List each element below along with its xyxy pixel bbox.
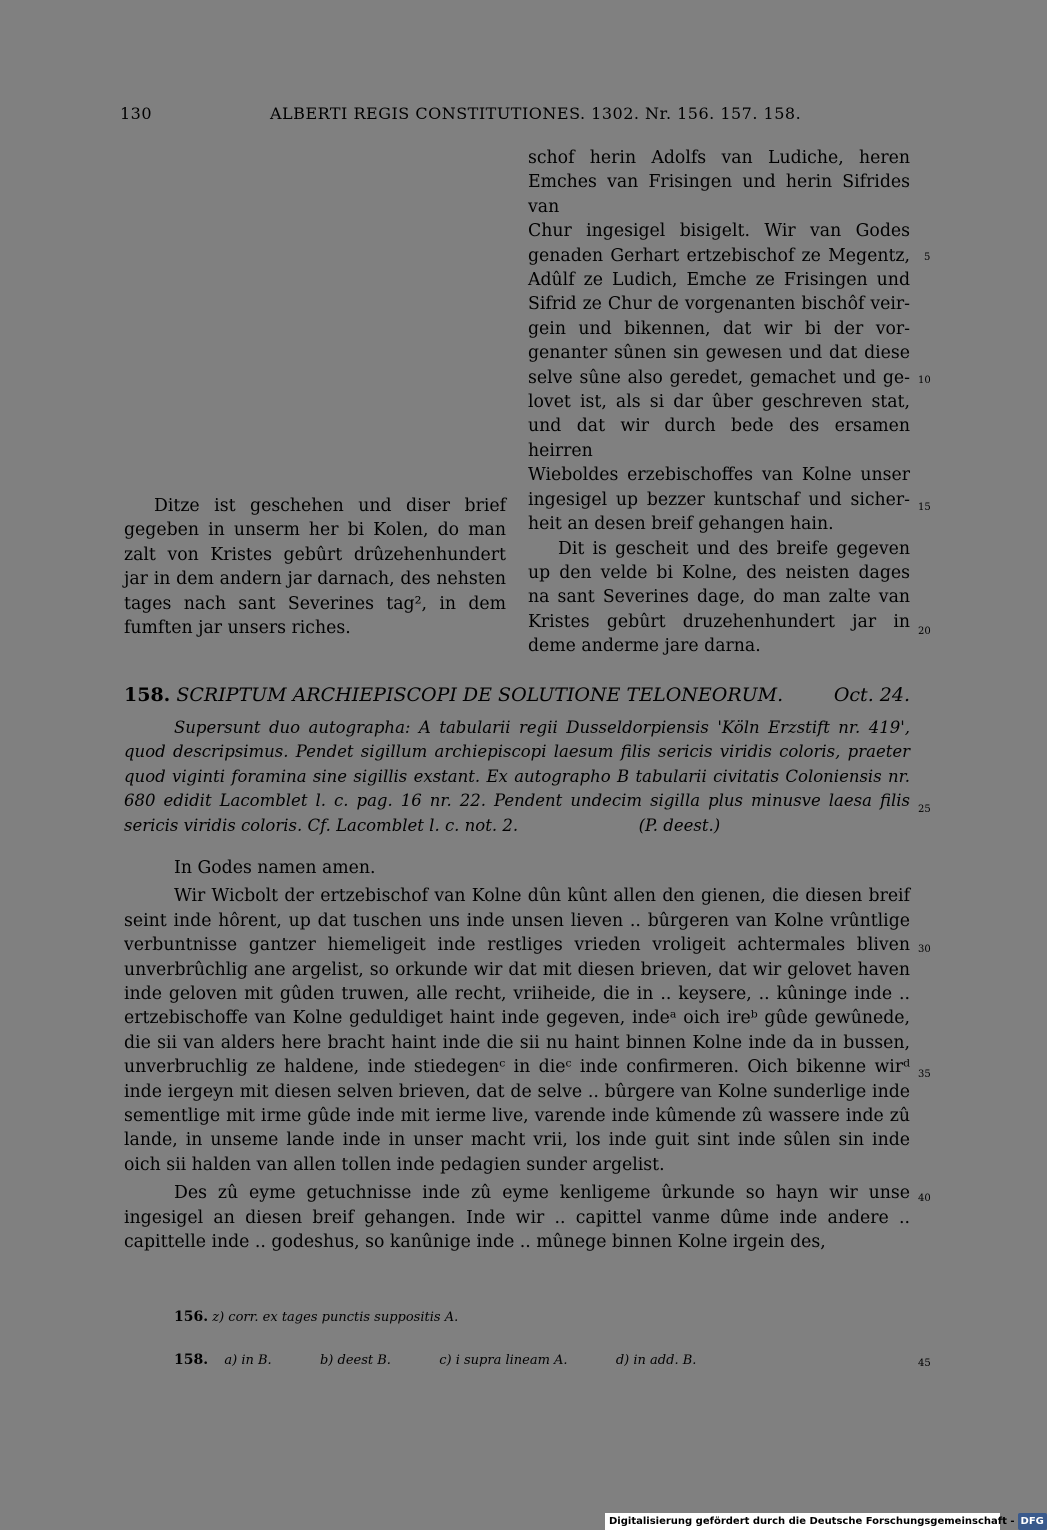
dfg-logo-icon: DFG [1018, 1513, 1047, 1530]
footnote-text: z) corr. ex tages punctis suppositis A. [212, 1310, 459, 1325]
line-number: 15 [918, 502, 931, 513]
running-header [120, 104, 920, 128]
section-intro-end: (P. deest.) [638, 815, 721, 835]
footnote-158 [174, 1352, 874, 1368]
section-title: SCRIPTUM ARCHIEPISCOPI DE SOLUTIONE TELONEORUM. [176, 684, 784, 706]
line-number: 35 [918, 1069, 931, 1080]
right-column-line: schof herin Adolfs van Ludiche, heren [528, 148, 910, 168]
section-heading [124, 684, 910, 706]
section-intro-text: Supersunt duo autographa: A tabularii regii Dusseldorpiensis 'Köln Erzstift nr. 419', quod descripsimus. Pendet sigillum archiepiscopi laesum filis sericis viridis coloris, praeter quod viginti foramina sine sigillis exstant. Ex autographo B tabularii civitatis Coloniensis nr. 680 edidit Lacomblet l. c. pag. 16 nr. 22. Pendent undecim sigilla plus minusve laesa filis sericis viridis coloris. Cf. Lacomblet l. c. not. 2. [124, 718, 910, 835]
digitization-credit [605, 1513, 1044, 1530]
body-paragraph: In Godes namen amen. [174, 858, 376, 878]
body-paragraph: Wir Wicbolt der ertzebischof van Kolne dûn kûnt allen den gienen, die diesen breif seint inde hôrent, up dat tuschen uns inde unsen lieven .. bûrgeren van Kolne vrûntlige verbuntnisse gantzer hiemeligeit inde restliges vrieden vroligeit achtermales bliven unverbrûchlig ane argelist, so orkunde wir dat mit diesen brieven, dat wir gelovet haven inde geloven mit gûden truwen, alle recht, vriiheide, die in .. keysere, .. kûninge inde .. ertzebischoffe van Kolne geduldiget haint inde gegeven, indeᵃ oich ireᵇ gûde gewûnede, die sii van alders here bracht haint inde die sii nu haint binnen Kolne inde da in bussen, unverbruchlig ze haldene, inde stiedegenᶜ in dieᶜ inde confirmeren. Oich bikenne wirᵈ inde iergeyn mit diesen selven brieven, dat de selve .. bûrgere van Kolne sunderlige inde sementlige mit irme gûde inde mit ierme live, varende inde kûmende zû wassere inde zû lande, in unseme lande inde in unser macht vrii, los inde guit sint inde sûlen sin inde oich sii halden van allen tollen inde pedagien sunder argelist. [124, 886, 910, 1175]
footnote-text: d) in add. B. [615, 1353, 697, 1368]
right-column-line: gein und bikennen, dat wir bi der vor- [528, 318, 910, 339]
line-number: 20 [918, 626, 931, 637]
line-number: 10 [918, 375, 931, 386]
footnote-156 [174, 1309, 458, 1325]
right-column-line: lovet ist, als si dar ûber geschreven stat, [528, 392, 910, 413]
right-column [528, 146, 910, 659]
right-column-line: Adûlf ze Ludich, Emche ze Frisingen und [528, 270, 910, 291]
footnote-text: b) deest B. [319, 1353, 391, 1368]
credit-text: Digitalisierung gefördert durch die Deutsche Forschungsgemeinschaft - [609, 1516, 1015, 1527]
right-column-line: heit an desen breif gehangen hain. [528, 514, 834, 535]
left-column-paragraph: Ditze ist geschehen und diser brief gegeben in unserm her bi Kolen, do man zalt von Kristes gebûrt drûzehenhundert jar in dem andern jar darnach, des nehsten tages nach sant Severines tag², in dem fumften jar unsers riches. [124, 496, 506, 639]
page-number: 130 [120, 104, 153, 123]
footnote-number: 158. [174, 1352, 209, 1368]
right-column-line: Wieboldes erzebischoffes van Kolne unser [528, 465, 910, 486]
line-number: 45 [918, 1358, 931, 1369]
right-column-line: und dat wir durch bede des ersamen heirren [528, 416, 910, 461]
line-number: 30 [918, 944, 931, 955]
footnote-number: 156. [174, 1309, 209, 1325]
footnote-text: a) in B. [224, 1353, 272, 1368]
section-date: Oct. 24. [833, 684, 910, 706]
footnote-text: c) i supra lineam A. [439, 1353, 568, 1368]
right-column-line: Chur ingesigel bisigelt. Wir van Godes [528, 221, 910, 242]
right-column-paragraph: Dit is gescheit und des breife gegeven up den velde bi Kolne, des neisten dages na sant Severines dage, do man zalte van Kristes gebûrt druzehenhundert jar in deme anderme jare darna. [528, 538, 910, 657]
body-paragraph: Des zû eyme getuchnisse inde zû eyme kenligeme ûrkunde so hayn wir unse ingesigel an diesen breif gehangen. Inde wir .. capittel vanme dûme inde andere .. capittelle inde .. godeshus, so kanûnige inde .. mûnege binnen Kolne irgein des, [124, 1183, 910, 1253]
right-column-line: genanter sûnen sin gewesen und dat diese [528, 343, 910, 364]
running-title: ALBERTI REGIS CONSTITUTIONES. 1302. Nr. 156. 157. 158. [270, 104, 802, 123]
right-column-line: ingesigel up bezzer kuntschaf und sicher- [528, 489, 910, 510]
document-body [124, 856, 910, 1259]
line-number: 25 [918, 804, 931, 815]
section-number: 158. [124, 684, 171, 706]
right-column-line: genaden Gerhart ertzebischof ze Megentz, [528, 245, 910, 266]
left-column [124, 494, 506, 640]
right-column-line: Sifrid ze Chur de vorgenanten bischôf veir- [528, 294, 910, 315]
line-number: 5 [924, 252, 931, 263]
right-column-line: selve sûne also geredet, gemachet und ge- [528, 367, 910, 388]
right-column-line: Emches van Frisingen und herin Sifrides van [528, 172, 910, 217]
line-number: 40 [918, 1193, 931, 1204]
section-intro [124, 716, 910, 838]
